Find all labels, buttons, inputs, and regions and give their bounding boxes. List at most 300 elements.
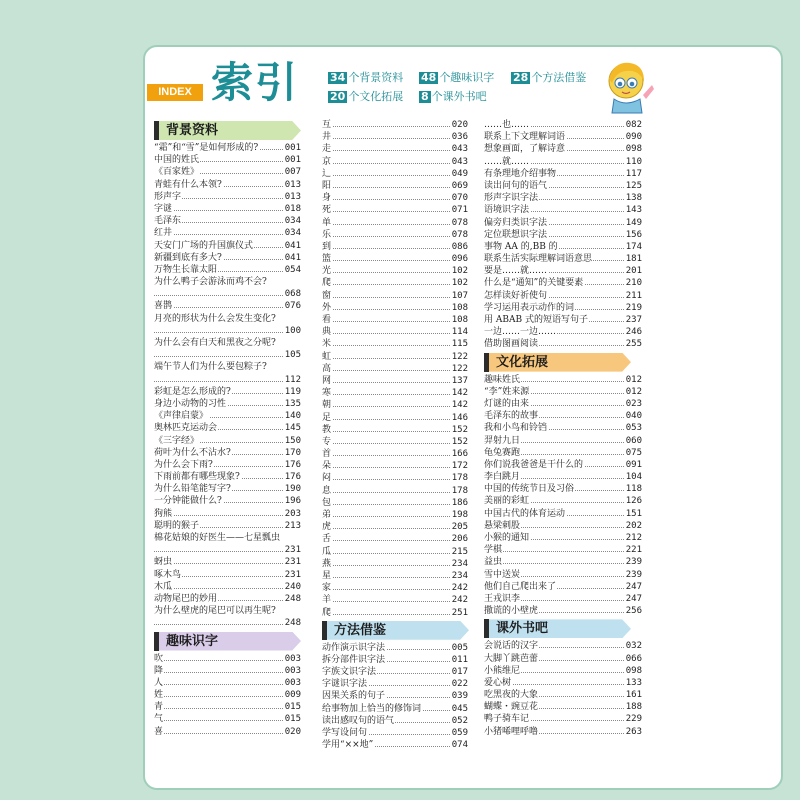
entry-page: 152 — [451, 424, 468, 435]
entry-title: 爱心树 — [484, 677, 512, 688]
section-marker — [484, 353, 489, 372]
index-entry — [154, 386, 301, 398]
index-entry — [484, 192, 642, 204]
leader-dots — [322, 187, 468, 188]
index-entry — [484, 689, 642, 701]
entry-title: 包 — [322, 497, 332, 508]
leader-dots — [154, 672, 301, 673]
index-entry — [322, 217, 468, 229]
leader-dots — [154, 210, 301, 211]
entry-page: 239 — [625, 557, 642, 568]
entry-page: 023 — [625, 398, 642, 409]
entry-title: 辶 — [322, 168, 332, 179]
entry-page: 150 — [284, 435, 301, 446]
entry-title: 龟兔赛跑 — [484, 447, 521, 458]
entry-page: 122 — [451, 351, 468, 362]
entry-page: 115 — [451, 339, 468, 350]
entry-page: 247 — [625, 593, 642, 604]
leader-dots — [322, 540, 468, 541]
index-entry — [322, 277, 468, 289]
entry-title: 到 — [322, 241, 332, 252]
entry-page: 240 — [284, 581, 301, 592]
entry-page: 102 — [451, 266, 468, 277]
entry-title: 定位联想识字法 — [484, 229, 548, 240]
entry-title: 学写设问句 — [322, 728, 368, 738]
entry-page: 091 — [625, 459, 642, 470]
entry-title: 互 — [322, 120, 332, 130]
section-header — [322, 621, 468, 640]
entry-title: 他们自己爬出来了 — [484, 581, 557, 592]
entry-title: 有条理地介绍事物 — [484, 168, 557, 179]
entry-title: 身边小动物的习性 — [154, 398, 227, 409]
index-entry — [322, 666, 468, 678]
index-entry — [322, 448, 468, 460]
index-entry — [322, 739, 468, 751]
entry-title: 彩虹是怎么形成的? — [154, 386, 231, 397]
entry-title: 悬梁刺股 — [484, 520, 521, 531]
entry-page: 105 — [284, 350, 301, 361]
index-entry — [154, 569, 301, 581]
entry-title: 狗熊 — [154, 508, 173, 519]
index-entry — [154, 447, 301, 459]
index-entry — [154, 483, 301, 495]
entry-title: 会说话的汉字 — [484, 641, 539, 652]
entry-title: 你们说我爸爸是干什么的 — [484, 459, 584, 470]
entry-title: 语境识字法 — [484, 205, 530, 216]
entry-title: 偏旁归类识字法 — [484, 217, 548, 228]
entry-page: 181 — [625, 254, 642, 265]
entry-title: 木瓜 — [154, 581, 173, 592]
entry-page: 135 — [284, 398, 301, 409]
leader-dots — [154, 733, 301, 734]
entry-page: 108 — [451, 315, 468, 325]
entry-title: 人 — [154, 677, 164, 688]
entry-title: 死 — [322, 205, 332, 216]
leader-dots — [154, 660, 301, 661]
index-entry — [484, 471, 642, 483]
entry-title: 下雨前都有哪些现象? — [154, 472, 240, 483]
index-entry — [322, 192, 468, 204]
index-entry — [322, 582, 468, 594]
entry-page: 178 — [451, 473, 468, 484]
index-entry — [322, 351, 468, 363]
entry-title: 首 — [322, 449, 332, 460]
index-entry — [322, 424, 468, 436]
section-marker — [322, 621, 327, 640]
entry-title: 篮 — [322, 254, 332, 265]
index-entry — [322, 363, 468, 375]
index-entry — [154, 410, 301, 422]
entry-page: 210 — [625, 278, 642, 289]
index-entry — [484, 665, 642, 677]
index-entry — [154, 252, 301, 264]
index-entry — [484, 241, 642, 253]
entry-page: 066 — [625, 653, 642, 664]
leader-dots — [322, 479, 468, 480]
entry-page: 040 — [625, 411, 642, 422]
entry-title: 家 — [322, 583, 332, 594]
entry-page: 221 — [625, 545, 642, 556]
entry-page: 059 — [451, 728, 468, 738]
entry-title: 闷 — [322, 473, 332, 484]
entry-title: ……也…… — [484, 120, 530, 130]
index-entry — [484, 302, 642, 314]
entry-page: 071 — [451, 205, 468, 216]
entry-title: 米 — [322, 339, 332, 350]
entry-page: 034 — [284, 216, 301, 227]
index-entry — [322, 156, 468, 168]
entry-title: 读出问句的语气 — [484, 180, 548, 191]
index-entry — [484, 326, 642, 338]
index-column-2 — [322, 119, 468, 751]
entry-title: 美丽的彩虹 — [484, 496, 530, 507]
leader-dots — [322, 126, 468, 127]
index-entry — [484, 544, 642, 556]
entry-page: 251 — [451, 607, 468, 618]
entry-title: 因果关系的句子 — [322, 691, 386, 702]
entry-page: 012 — [625, 374, 642, 385]
entry-page: 215 — [451, 546, 468, 557]
entry-page: 133 — [625, 677, 642, 688]
entry-title: 学棋 — [484, 545, 503, 556]
index-entry — [484, 398, 642, 410]
section-title: 文化拓展 — [496, 354, 549, 370]
leader-dots — [154, 696, 301, 697]
entry-title: 怎样读好祈使句 — [484, 290, 548, 301]
entry-page: 005 — [451, 642, 468, 653]
entry-title: 息 — [322, 485, 332, 496]
entry-page: 070 — [451, 193, 468, 204]
index-entry — [484, 605, 642, 617]
entry-title: 《百家姓》 — [154, 167, 200, 178]
entry-title: 爬 — [322, 278, 332, 289]
section-title: 课外书吧 — [496, 621, 549, 637]
index-entry — [154, 617, 301, 629]
entry-title: 毛泽东 — [154, 216, 182, 227]
entry-title: 乐 — [322, 229, 332, 240]
index-page — [143, 45, 783, 790]
entry-page: 011 — [451, 654, 468, 665]
index-entry — [322, 472, 468, 484]
index-entry — [154, 532, 301, 544]
entry-page: 110 — [625, 156, 642, 167]
entry-title: 什么是“通知”的关键要素 — [484, 278, 584, 289]
entry-title: 新疆到底有多大? — [154, 252, 222, 263]
entry-page: 247 — [625, 581, 642, 592]
entry-page: 104 — [625, 472, 642, 483]
entry-page: 138 — [625, 193, 642, 204]
entry-page: 096 — [451, 254, 468, 265]
index-entry — [484, 217, 642, 229]
section-title: 方法借鉴 — [334, 622, 387, 638]
index-entry — [154, 593, 301, 605]
leader-dots — [322, 260, 468, 261]
entry-title: 蝴蝶・豌豆花 — [484, 702, 539, 713]
entry-title: 蚜虫 — [154, 557, 173, 568]
entry-title: 灯谜的由来 — [484, 398, 530, 409]
leader-dots — [322, 467, 468, 468]
index-entry — [154, 227, 301, 239]
leader-dots — [322, 211, 468, 212]
entry-title: 给事物加上恰当的修饰词 — [322, 703, 422, 714]
index-entry — [484, 374, 642, 386]
entry-title: 喜 — [154, 726, 164, 737]
index-entry — [484, 447, 642, 459]
index-entry — [154, 142, 301, 154]
entry-page: 041 — [284, 240, 301, 251]
leader-dots — [322, 406, 468, 407]
index-entry — [322, 314, 468, 326]
entry-page: 100 — [284, 325, 301, 336]
leader-dots — [322, 163, 468, 164]
entry-page: 201 — [625, 266, 642, 277]
leader-dots — [322, 138, 468, 139]
index-entry — [484, 290, 642, 302]
entry-title: 身 — [322, 193, 332, 204]
index-entry — [484, 677, 642, 689]
index-entry — [484, 459, 642, 471]
index-entry — [322, 521, 468, 533]
index-entry — [484, 265, 642, 277]
leader-dots — [322, 419, 468, 420]
entry-page: 234 — [451, 570, 468, 581]
index-entry — [322, 131, 468, 143]
entry-title: 单 — [322, 217, 332, 228]
index-entry — [322, 642, 468, 654]
entry-page: 229 — [625, 714, 642, 725]
entry-title: 字族文识字法 — [322, 667, 377, 678]
index-entry — [154, 459, 301, 471]
index-entry — [154, 349, 301, 361]
entry-page: 126 — [625, 496, 642, 507]
entry-title: ……就…… — [484, 156, 530, 167]
leader-dots — [322, 248, 468, 249]
entry-title: 读出感叹句的语气 — [322, 715, 395, 726]
entry-page: 045 — [451, 703, 468, 714]
entry-page: 237 — [625, 315, 642, 325]
index-entry — [322, 690, 468, 702]
leader-dots — [484, 551, 642, 552]
entry-page: 015 — [284, 702, 301, 713]
leader-dots — [322, 175, 468, 176]
index-entry — [322, 558, 468, 570]
entry-page: 122 — [451, 363, 468, 374]
leader-dots — [322, 443, 468, 444]
entry-page: 003 — [284, 653, 301, 664]
entry-page: 013 — [284, 191, 301, 202]
index-entry — [322, 436, 468, 448]
index-entry — [484, 422, 642, 434]
entry-title: 形声字 — [154, 191, 182, 202]
entry-page: 107 — [451, 290, 468, 301]
entry-page: 068 — [284, 289, 301, 300]
entry-title: 朝 — [322, 400, 332, 411]
index-entry — [322, 654, 468, 666]
section-title: 背景资料 — [166, 123, 219, 138]
entry-page: 078 — [451, 217, 468, 228]
entry-title: 姓 — [154, 690, 164, 701]
entry-title: 朵 — [322, 461, 332, 472]
entry-title: 虹 — [322, 351, 332, 362]
entry-page: 001 — [284, 155, 301, 166]
entry-page: 172 — [451, 461, 468, 472]
leader-dots — [154, 708, 301, 709]
leader-dots — [322, 224, 468, 225]
summary-item: 48 个趣味识字 — [421, 71, 495, 84]
entry-title: 弟 — [322, 510, 332, 520]
index-entry — [154, 701, 301, 713]
index-entry — [154, 398, 301, 410]
index-entry — [322, 678, 468, 690]
entry-page: 156 — [625, 229, 642, 240]
entry-page: 007 — [284, 167, 301, 178]
entry-title: 棉花姑娘的好医生——七星瓢虫 — [154, 533, 281, 543]
index-entry — [154, 191, 301, 203]
entry-page: 022 — [451, 679, 468, 690]
index-entry — [322, 703, 468, 715]
entry-page: 176 — [284, 459, 301, 470]
leader-dots — [154, 684, 301, 685]
leader-dots — [322, 358, 468, 359]
entry-page: 166 — [451, 449, 468, 460]
entry-title: 吹 — [154, 653, 164, 664]
index-entry — [322, 412, 468, 424]
entry-title: 燕 — [322, 558, 332, 569]
entry-page: 015 — [284, 714, 301, 725]
entry-title: 为什么会下雨? — [154, 459, 213, 470]
index-entry — [322, 229, 468, 241]
entry-page: 213 — [284, 520, 301, 531]
entry-page: 219 — [625, 302, 642, 313]
entry-page: 234 — [451, 558, 468, 569]
section-title: 趣味识字 — [166, 633, 219, 649]
entry-page: 003 — [284, 665, 301, 676]
entry-title: 喜鹊 — [154, 301, 173, 312]
index-entry — [322, 533, 468, 545]
leader-dots — [322, 345, 468, 346]
entry-title: 看 — [322, 315, 332, 325]
index-entry — [154, 556, 301, 568]
leader-dots — [322, 565, 468, 566]
entry-page: 149 — [625, 217, 642, 228]
leader-dots — [322, 492, 468, 493]
entry-page: 052 — [451, 715, 468, 726]
entry-title: 教 — [322, 424, 332, 435]
leader-dots — [322, 589, 468, 590]
index-entry — [484, 131, 642, 143]
leader-dots — [154, 720, 301, 721]
entry-title: 瓜 — [322, 546, 332, 557]
index-entry — [322, 607, 468, 619]
index-entry — [154, 471, 301, 483]
index-tag: INDEX — [147, 84, 203, 101]
entry-title: 爬 — [322, 607, 332, 618]
entry-title: 字谜 — [154, 203, 173, 214]
index-entry — [322, 594, 468, 606]
entry-title: 吃黑夜的大象 — [484, 690, 539, 701]
index-entry — [322, 143, 468, 155]
leader-dots — [322, 150, 468, 151]
entry-page: 263 — [625, 726, 642, 737]
index-entry — [154, 179, 301, 191]
index-entry — [154, 374, 301, 386]
entry-title: 《声律启蒙》 — [154, 411, 209, 422]
entry-title: 小熊维尼 — [484, 665, 521, 676]
entry-title: 星 — [322, 570, 332, 581]
entry-title: 气 — [154, 714, 164, 725]
entry-page: 239 — [625, 569, 642, 580]
index-entry — [154, 288, 301, 300]
index-entry — [484, 726, 642, 738]
entry-page: 198 — [451, 510, 468, 520]
entry-page: 140 — [284, 411, 301, 422]
index-entry — [484, 338, 642, 350]
entry-title: 动作演示识字法 — [322, 642, 386, 653]
summary-item: 28 个方法借鉴 — [513, 71, 587, 84]
entry-page: 102 — [451, 278, 468, 289]
leader-dots — [154, 551, 301, 552]
leader-dots — [484, 563, 642, 564]
entry-page: 145 — [284, 423, 301, 434]
leader-dots — [322, 370, 468, 371]
index-entry — [322, 727, 468, 739]
entry-title: 用 ABAB 式的短语写句子 — [484, 315, 588, 325]
leader-dots — [322, 236, 468, 237]
entry-page: 142 — [451, 400, 468, 411]
entry-page: 034 — [284, 228, 301, 239]
entry-title: 荷叶为什么不沾水? — [154, 447, 231, 458]
leader-dots — [154, 563, 301, 564]
entry-title: 降 — [154, 665, 164, 676]
index-entry — [322, 168, 468, 180]
index-entry — [154, 726, 301, 738]
entry-title: 联系上下文理解词语 — [484, 132, 566, 143]
index-entry — [484, 556, 642, 568]
index-entry — [484, 204, 642, 216]
entry-page: 186 — [451, 497, 468, 508]
index-entry — [154, 203, 301, 215]
entry-title: 小猪唏哩呼噜 — [484, 726, 539, 737]
index-entry — [154, 665, 301, 677]
entry-title: 为什么壁虎的尾巴可以再生呢? — [154, 606, 276, 617]
entry-title: 为什么铅笔能写字? — [154, 484, 231, 495]
entry-page: 231 — [284, 557, 301, 568]
entry-title: 王戎识李 — [484, 593, 521, 604]
index-entry — [154, 313, 301, 325]
section-marker — [154, 121, 159, 140]
index-entry — [484, 435, 642, 447]
entry-page: 114 — [451, 327, 468, 338]
leader-dots — [322, 199, 468, 200]
entry-page: 086 — [451, 241, 468, 252]
entry-page: 170 — [284, 447, 301, 458]
entry-title: 鸭子骑车记 — [484, 714, 530, 725]
entry-title: 学用“××地” — [322, 740, 374, 751]
entry-title: 为什么鸭子会游泳而鸡不会? — [154, 277, 267, 288]
index-entry — [484, 119, 642, 131]
entry-title: 中国的姓氏 — [154, 155, 200, 166]
section-header — [154, 121, 301, 140]
entry-title: 青蛙有什么本领? — [154, 179, 222, 190]
entry-title: 动物尾巴的妙用 — [154, 593, 218, 604]
entry-page: 020 — [284, 726, 301, 737]
entry-page: 098 — [625, 144, 642, 155]
entry-title: 撒谎的小壁虎 — [484, 606, 539, 617]
entry-page: 212 — [625, 533, 642, 543]
entry-title: 中国的传统节日及习俗 — [484, 484, 575, 495]
page-header — [145, 47, 783, 119]
entry-page: 054 — [284, 264, 301, 275]
